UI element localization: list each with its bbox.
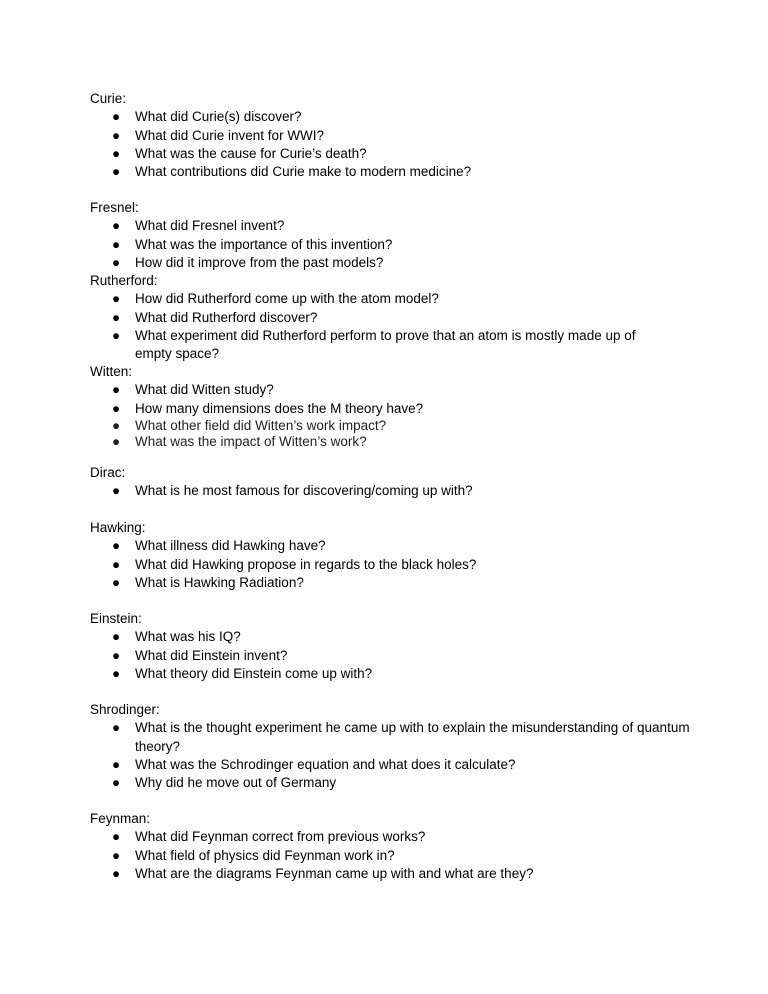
bullet-icon: ● (112, 574, 121, 590)
question-item: ● What is he most famous for discovering/coming up with? (90, 482, 690, 500)
bullet-icon: ● (112, 647, 121, 663)
section-heading: Curie: (90, 91, 127, 106)
question-item: ● What did Fresnel invent? (90, 217, 690, 235)
bullet-icon: ● (112, 433, 121, 449)
bullet-icon: ● (112, 556, 121, 572)
question-item: ● What did Curie invent for WWI? (90, 127, 690, 145)
section-heading: Feynman: (90, 811, 151, 826)
section-witten (90, 363, 690, 450)
question-item: ● What did Feynman correct from previous works? (90, 828, 690, 846)
question-item: ● What illness did Hawking have? (90, 537, 690, 555)
question-item: ● What did Witten study? (90, 381, 690, 399)
question-item: ● How did Rutherford come up with the atom model? (90, 290, 690, 308)
bullet-icon: ● (112, 400, 121, 416)
question-item: ● What was the cause for Curie’s death? (90, 145, 690, 163)
question-item: ● What did Hawking propose in regards to the black holes? (90, 556, 690, 574)
section-curie (90, 90, 690, 181)
section-dirac (90, 464, 690, 501)
section-heading: Shrodinger: (90, 702, 160, 717)
bullet-icon: ● (112, 218, 121, 234)
question-item: ● What are the diagrams Feynman came up with and what are they? (90, 865, 690, 883)
question-item: ● What was his IQ? (90, 628, 690, 646)
question-item: ● What is Hawking Radiation? (90, 574, 690, 592)
bullet-icon: ● (112, 145, 121, 161)
question-item: ● How did it improve from the past models? (90, 254, 690, 272)
bullet-icon: ● (112, 629, 121, 645)
bullet-icon: ● (112, 865, 121, 881)
bullet-icon: ● (112, 236, 121, 252)
bullet-icon: ● (112, 665, 121, 681)
section-hawking (90, 519, 690, 592)
section-heading: Fresnel: (90, 200, 139, 215)
question-item: ● What experiment did Rutherford perform to prove that an atom is mostly made up of empty space? (112, 327, 636, 362)
section-heading: Hawking: (90, 520, 146, 535)
bullet-icon: ● (112, 829, 121, 845)
question-item: ● Why did he move out of Germany (90, 774, 690, 792)
question-item: ● What field of physics did Feynman work in? (90, 847, 690, 865)
bullet-icon: ● (112, 109, 121, 125)
bullet-icon: ● (112, 483, 121, 499)
question-item: ● What is the thought experiment he came up with to explain the misunderstanding of quantum theory? (112, 720, 690, 754)
question-item: ● What did Rutherford discover? (90, 309, 690, 327)
bullet-icon: ● (112, 775, 121, 791)
section-feynman (90, 810, 690, 883)
bullet-icon: ● (112, 417, 121, 433)
section-rutherford (90, 272, 690, 363)
bullet-icon: ● (112, 847, 121, 863)
section-einstein (90, 610, 690, 683)
section-shrodinger (90, 701, 690, 792)
bullet-icon: ● (112, 291, 121, 307)
question-item: ● What did Einstein invent? (90, 647, 690, 665)
bullet-icon: ● (112, 309, 121, 325)
question-item: ● What was the impact of Witten’s work? (112, 433, 367, 449)
question-item: ● How many dimensions does the M theory have? (90, 400, 690, 418)
bullet-icon: ● (112, 538, 121, 554)
section-heading: Einstein: (90, 611, 142, 626)
question-item: ● What was the importance of this invention? (90, 236, 690, 254)
section-heading: Dirac: (90, 465, 126, 480)
question-item: ● What theory did Einstein come up with? (90, 665, 690, 683)
question-item: ● What other field did Witten’s work impact? (112, 417, 387, 433)
section-heading: Witten: (90, 364, 133, 379)
bullet-icon: ● (112, 382, 121, 398)
bullet-icon: ● (112, 327, 121, 343)
bullet-icon: ● (112, 756, 121, 772)
bullet-icon: ● (112, 127, 121, 143)
bullet-icon: ● (112, 254, 121, 270)
section-heading: Rutherford: (90, 273, 158, 288)
section-fresnel (90, 199, 690, 272)
question-item: ● What did Curie(s) discover? (90, 108, 690, 126)
bullet-icon: ● (112, 720, 121, 736)
question-item: ● What was the Schrodinger equation and what does it calculate? (90, 756, 690, 774)
question-item: ● What contributions did Curie make to modern medicine? (90, 163, 690, 181)
bullet-icon: ● (112, 164, 121, 180)
